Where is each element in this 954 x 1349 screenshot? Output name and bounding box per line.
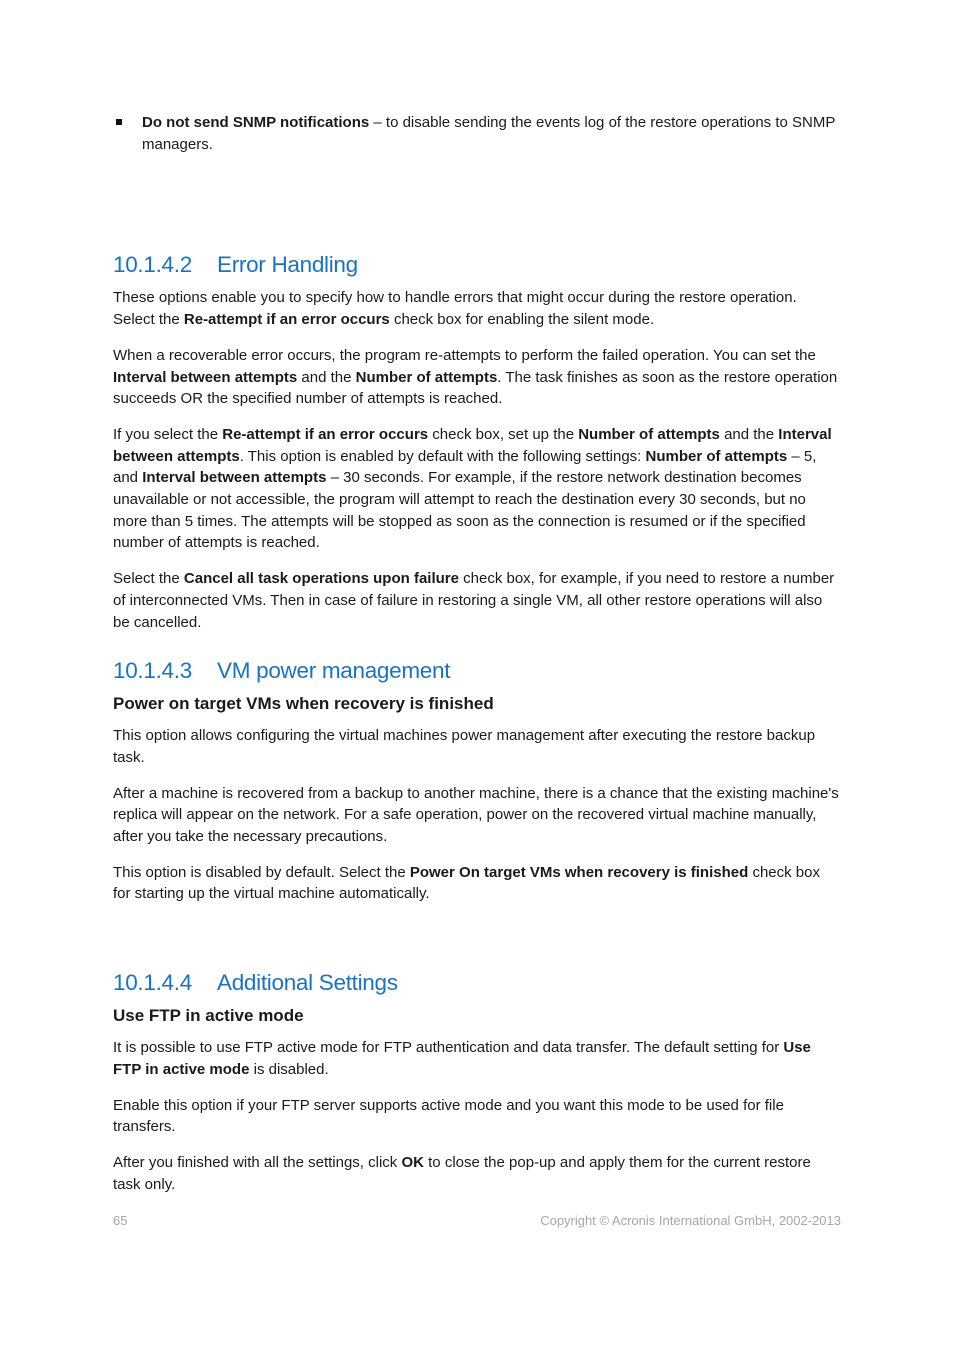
paragraph: This option allows configuring the virtual machines power management after executing the restore backup task. bbox=[113, 727, 816, 766]
document-page bbox=[113, 112, 841, 1195]
section-heading-vm-power: 10.1.4.3 VM power management bbox=[113, 658, 451, 684]
section-heading-additional-settings: 10.1.4.4 Additional Settings bbox=[113, 970, 398, 996]
page-number: 65 bbox=[113, 1213, 128, 1228]
paragraph: After you finished with all the settings, click OK to close the pop-up and apply them for the current restore task only. bbox=[113, 1153, 811, 1193]
paragraph: After a machine is recovered from a backup to another machine, there is a chance that the existing machine's replica will appear on the network. For a safe operation, power on the recovered virtual machine manually, after you take the necessary precautions. bbox=[113, 784, 839, 846]
list-item-snmp: Do not send SNMP notifications – to disable sending the events log of the restore operations to SNMP managers. bbox=[113, 112, 841, 155]
section-heading-error-handling: 10.1.4.2 Error Handling bbox=[113, 252, 358, 278]
page-footer bbox=[113, 1213, 841, 1228]
paragraph: Enable this option if your FTP server supports active mode and you want this mode to be used for file transfers. bbox=[113, 1096, 784, 1136]
paragraph: Select the Cancel all task operations upon failure check box, for example, if you need to restore a number of interconnected VMs. Then in case of failure in restoring a single VM, all other restore operations will also be cancelled. bbox=[113, 570, 835, 631]
copyright-notice: Copyright © Acronis International GmbH, 2002-2013 bbox=[540, 1213, 841, 1228]
subheading-ftp-active: Use FTP in active mode bbox=[113, 1006, 304, 1026]
paragraph: This option is disabled by default. Select the Power On target VMs when recovery is finished check box for starting up the virtual machine automatically. bbox=[113, 863, 820, 903]
paragraph: It is possible to use FTP active mode for FTP authentication and data transfer. The default setting for Use FTP in active mode is disabled. bbox=[113, 1039, 811, 1078]
paragraph: If you select the Re-attempt if an error occurs check box, set up the Number of attempts and the Interval between attempts. This option is enabled by default with the following settings: Number of attempts – 5, and Interval between attempts – 30 seconds. For example, if the restore network destination becomes unavailable or not accessible, the program will attempt to reach the destination every 30 seconds, but no more than 5 times. The attempts will be stopped as soon as the connection is resumed or if the specified number of attempts is reached. bbox=[113, 425, 832, 552]
paragraph: When a recoverable error occurs, the program re-attempts to perform the failed operation. You can set the Interval between attempts and the Number of attempts. The task finishes as soon as the restore operation succeeds OR the specified number of attempts is reached. bbox=[113, 346, 838, 408]
subheading-power-on: Power on target VMs when recovery is finished bbox=[113, 694, 494, 714]
paragraph: These options enable you to specify how to handle errors that might occur during the restore operation. Select the Re-attempt if an error occurs check box for enabling the silent mode. bbox=[113, 289, 797, 329]
bullet-square-icon bbox=[116, 119, 122, 125]
